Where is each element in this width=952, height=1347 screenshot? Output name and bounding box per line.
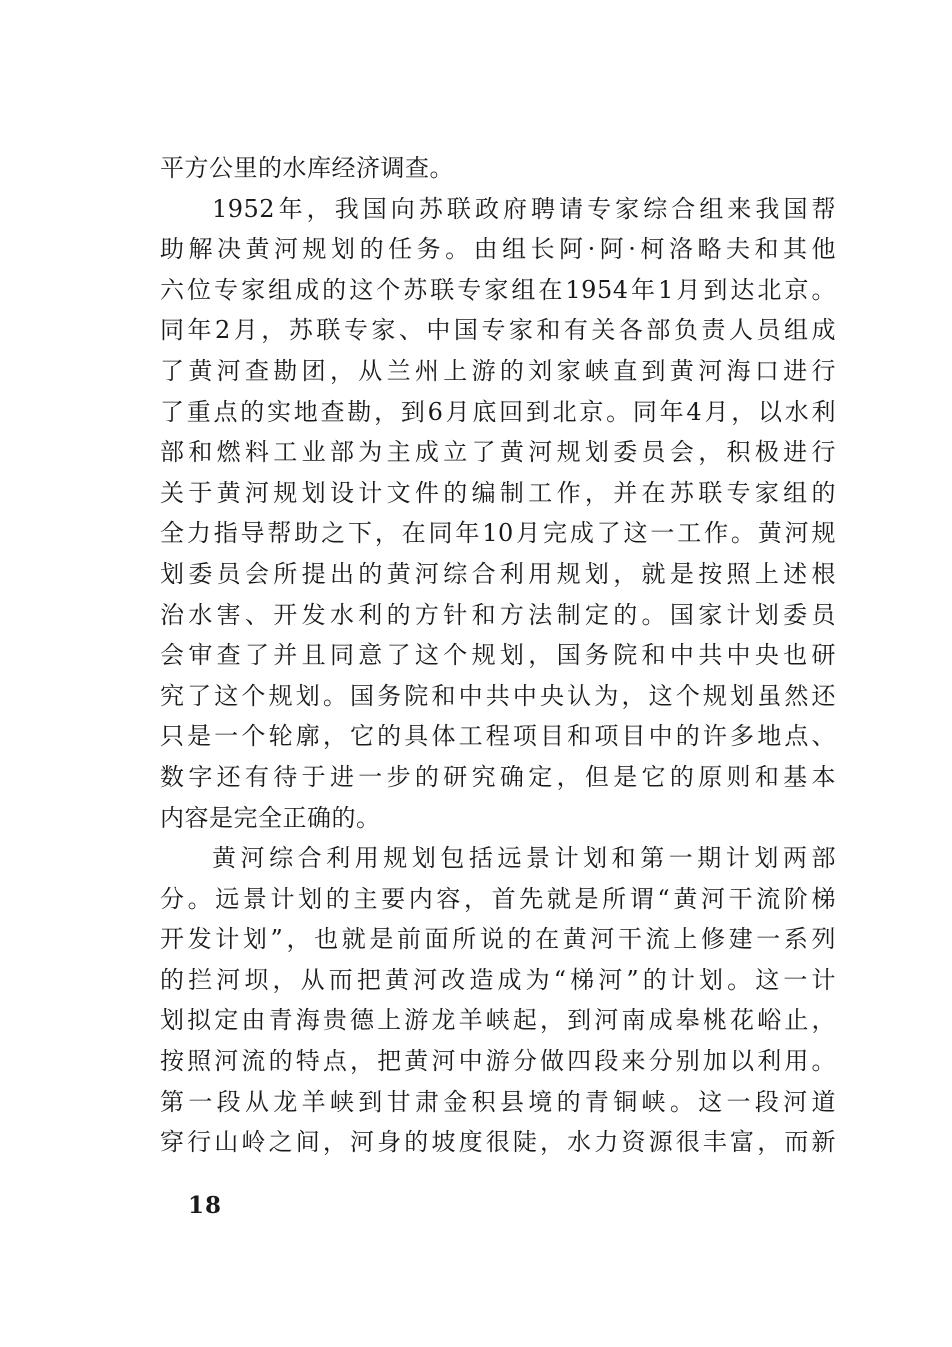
body-text: [160, 148, 836, 1163]
text-line: 开发计划”，也就是前面所说的在黄河干流上修建一系列: [160, 925, 836, 954]
text-line: 治水害、开发水利的方针和方法制定的。国家计划委员: [160, 600, 836, 629]
text-line: 了重点的实地查勘，到6月底回到北京。同年4月，以水利: [160, 397, 836, 426]
text-line: 助解决黄河规划的任务。由组长阿·阿·柯洛略夫和其他: [160, 235, 836, 264]
text-line: 部和燃料工业部为主成立了黄河规划委员会，积极进行: [160, 438, 836, 467]
text-line: 会审查了并且同意了这个规划，国务院和中共中央也研: [160, 641, 836, 670]
text-line: 的拦河坝，从而把黄河改造成为“梯河”的计划。这一计: [160, 965, 836, 994]
text-line: 内容是完全正确的。: [160, 803, 381, 832]
text-line: 平方公里的水库经济调查。: [160, 154, 454, 182]
text-line: 同年2月，苏联专家、中国专家和有关各部负责人员组成: [160, 316, 836, 345]
text-line: 数字还有待于进一步的研究确定，但是它的原则和基本: [160, 762, 836, 791]
text-line: 黄河综合利用规划包括远景计划和第一期计划两部: [212, 844, 836, 873]
text-line: 了黄河查勘团，从兰州上游的刘家峡直到黄河海口进行: [160, 356, 836, 385]
text-line: 划委员会所提出的黄河综合利用规划，就是按照上述根: [160, 559, 836, 588]
page-number: 18: [188, 1192, 223, 1219]
text-line: 六位专家组成的这个苏联专家组在1954年1月到达北京。: [160, 275, 836, 304]
text-line: 全力指导帮助之下，在同年10月完成了这一工作。黄河规: [160, 519, 836, 548]
text-line: 分。远景计划的主要内容，首先就是所谓“黄河干流阶梯: [160, 884, 836, 913]
text-line: 按照河流的特点，把黄河中游分做四段来分别加以利用。: [160, 1047, 836, 1076]
text-line: 1952年，我国向苏联政府聘请专家综合组来我国帮: [212, 194, 836, 223]
text-line: 关于黄河规划设计文件的编制工作，并在苏联专家组的: [160, 478, 836, 507]
text-line: 第一段从龙羊峡到甘肃金积县境的青铜峡。这一段河道: [160, 1087, 836, 1116]
text-line: 只是一个轮廓，它的具体工程项目和项目中的许多地点、: [160, 722, 836, 751]
text-line: 究了这个规划。国务院和中共中央认为，这个规划虽然还: [160, 681, 836, 710]
text-line: 穿行山岭之间，河身的坡度很陡，水力资源很丰富，而新: [160, 1128, 836, 1157]
text-line: 划拟定由青海贵德上游龙羊峡起，到河南成皋桃花峪止，: [160, 1006, 836, 1035]
